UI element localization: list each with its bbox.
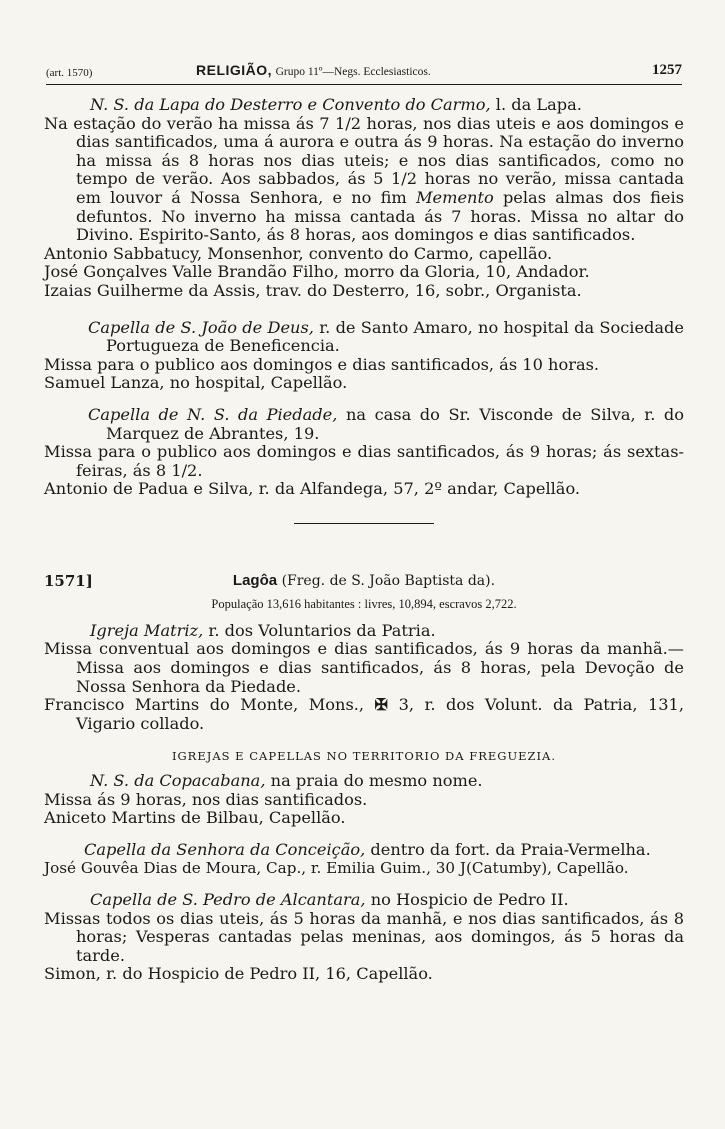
entry-piedade [44,406,684,499]
entry-heading-location: r. dos Voluntarios da Patria. [208,620,436,640]
subsection-heading: IGREJAS E CAPELLAS NO TERRITORIO DA FREGUEZIA. [171,749,557,764]
entry-heading-name: Capella de S. João de Deus, [88,317,314,337]
mass-schedule: Missa para o publico aos domingos e dias santificados, ás 10 horas. [44,354,600,374]
person-entry: Samuel Lanza, no hospital, Capellão. [44,373,348,393]
mass-schedule: Missa conventual aos domingos e dias santificados, ás 9 horas da manhã.—Missa aos domingos e dias santificados, ás 8 horas, pela Devoção de Nossa Senhora da Piedade. [44,639,684,696]
header-title [196,61,431,82]
header-title-rest: Grupo 11º—Negs. Ecclesiasticos. [275,66,431,78]
entry-heading [44,841,684,860]
mass-schedule: Missa ás 9 horas, nos dias santificados. [44,789,368,809]
page-body [44,96,684,984]
header-title-bold: RELIGIÃO, [196,62,273,78]
memento-term: Memento [415,187,494,207]
person-entry: Simon, r. do Hospicio de Pedro II, 16, Capellão. [44,964,433,984]
population-line: População 13,616 habitantes : livres, 10,894, escravos 2,722. [211,596,517,611]
entry-sao-joao-de-deus [44,319,684,393]
page-number: 1257 [652,62,682,78]
mass-schedule: Missa para o publico aos domingos e dias santificados, ás 9 horas; ás sextas-feiras, ás 8 1/2. [44,442,684,480]
entry-heading-location: na praia do mesmo nome. [270,771,483,791]
person-entry: José Gonçalves Valle Brandão Filho, morro da Gloria, 10, Andador. [44,262,590,282]
entry-heading-name: Capella da Senhora da Conceição, [84,839,366,859]
article-range: (art. 1570) [46,67,93,79]
mass-schedule-text-end: pelas almas dos fieis defuntos. No inverno ha missa cantada ás 7 horas. Missa no altar do Divino. Espirito-Santo, ás 8 horas, aos domingos e dias santificados. [76,187,684,245]
person-entry [44,696,684,733]
section-divider [294,523,434,524]
person-entry: Izaias Guilherme da Assis, trav. do Desterro, 16, sobr., Organista. [44,280,582,300]
person-entry: José Gouvêa Dias de Moura, Cap., r. Emilia Guim., 30 J(Catumby), Capellão. [44,859,629,878]
entry-heading-name: N. S. da Lapa do Desterro e Convento do Carmo, [90,95,491,114]
entry-heading-location: l. da Lapa. [495,95,582,114]
person-entry: Aniceto Martins de Bilbau, Capellão. [44,808,346,828]
parish-heading [44,572,684,594]
entry-conceicao [44,841,684,878]
mass-schedule: Missas todos os dias uteis, ás 5 horas da manhã, e nos dias santificados, ás 8 horas; Vesperas cantadas pelas meninas, aos domingos, ás 5 horas da tarde. [44,908,684,965]
entry-heading [44,319,684,356]
entry-heading-name: Capella de N. S. da Piedade, [88,404,338,424]
person-entry: Antonio de Padua e Silva, r. da Alfandega, 57, 2º andar, Capellão. [44,479,581,499]
entry-heading [44,622,684,641]
parish-title-rest: (Freg. de S. João Baptista da). [281,572,496,589]
entry-heading [44,96,684,115]
mass-schedule [44,115,684,245]
parish-number: 1571] [44,571,93,590]
parish-title-bold: Lagôa [232,571,278,589]
entry-igreja-matriz [44,622,684,734]
person-entry: Antonio Sabbatucy, Monsenhor, convento do Carmo, capellão. [44,243,553,263]
entry-heading [44,891,684,910]
entry-copacabana [44,772,684,828]
parish-title [44,572,684,591]
entry-heading [44,406,684,443]
entry-heading-name: N. S. da Copacabana, [90,771,266,791]
person-address: 3, r. dos Volunt. da Patria, 131, Vigario collado. [76,695,684,733]
entry-lapa-desterro [44,96,684,301]
running-header [46,60,682,85]
entry-heading-location: no Hospicio de Pedro II. [370,890,569,909]
entry-heading-name: Capella de S. Pedro de Alcantara, [90,890,366,909]
mass-schedule-text: Na estação do verão ha missa ás 7 1/2 horas, nos dias uteis e aos domingos e dias santificados, uma á aurora e outra ás 9 horas. Na estação do inverno ha missa ás 8 horas nos dias uteis; e nos dias santificados, como no tempo de verão. Aos sabbados, ás 5 1/2 horas no verão, missa cantada em louvor á Nossa Senhora, e no fim [44,113,684,207]
person-name: Francisco Martins do Monte, Mons., [44,695,365,715]
entry-heading-name: Igreja Matriz, [90,620,204,640]
entry-heading-location: na casa do Sr. Visconde de Silva, r. do Marquez de Abrantes, 19. [106,404,684,443]
entry-heading-location: dentro da fort. da Praia-Vermelha. [370,839,651,859]
entry-heading-location: r. de Santo Amaro, no hospital da Sociedade Portugueza de Beneficencia. [106,317,684,356]
entry-sao-pedro-alcantara [44,891,684,984]
cross-icon: ✠ [374,695,389,715]
entry-heading [44,772,684,791]
